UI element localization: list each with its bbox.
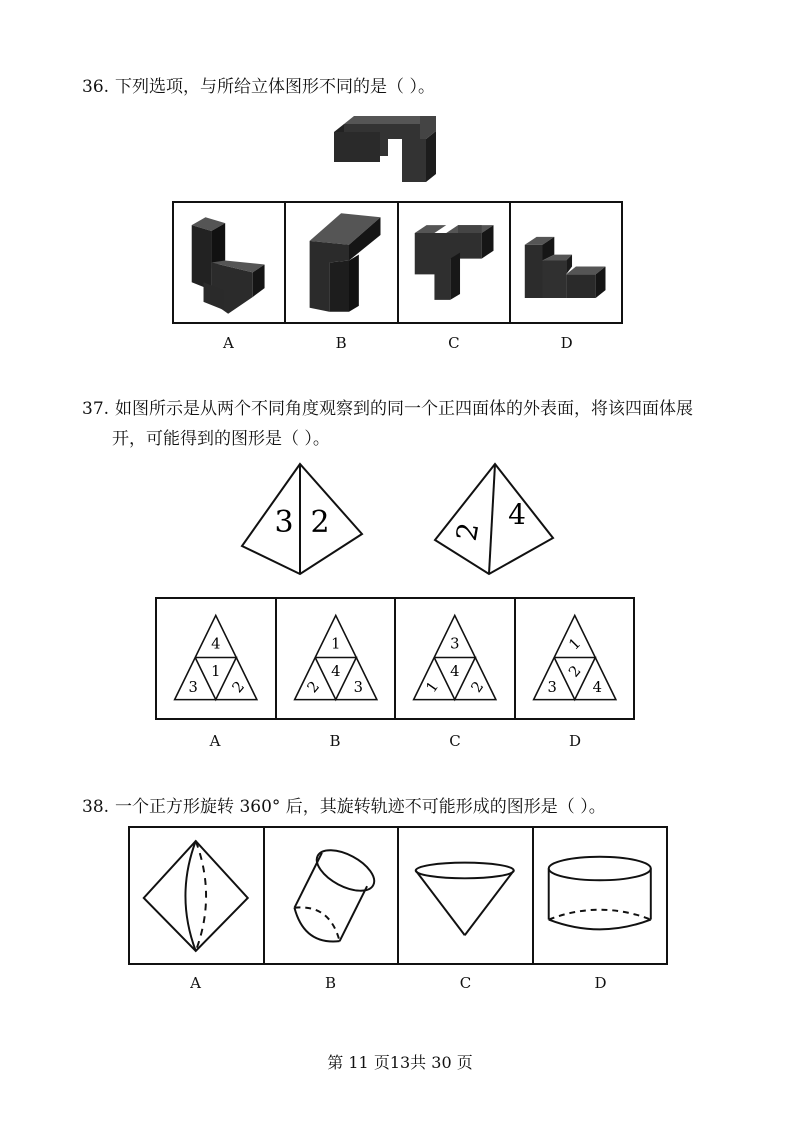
question-36 xyxy=(82,74,435,100)
q37-option-labels xyxy=(155,732,635,750)
option-label-a[interactable]: A xyxy=(190,974,201,992)
net-face-center: 1 xyxy=(211,663,221,681)
solid-figure-d xyxy=(511,203,621,322)
solid-figure-a xyxy=(174,203,284,322)
q38-option-c[interactable] xyxy=(399,828,534,963)
net-face-center: 4 xyxy=(330,663,340,681)
net-face-right: 3 xyxy=(353,678,363,696)
question-38 xyxy=(82,794,606,820)
q37-option-c[interactable] xyxy=(396,599,516,718)
net-face-top: 1 xyxy=(565,634,584,654)
solid-figure-c xyxy=(399,203,509,322)
q38-option-labels xyxy=(128,974,668,992)
q37-option-b[interactable] xyxy=(277,599,397,718)
tetrahedron-view-2 xyxy=(433,462,558,578)
option-label-b[interactable]: B xyxy=(324,974,337,992)
question-number: 36. xyxy=(82,77,110,97)
question-37-line2 xyxy=(112,426,330,452)
q38-option-d[interactable] xyxy=(534,828,667,963)
q37-option-d[interactable] xyxy=(516,599,634,718)
tetrahedron-net-d xyxy=(516,599,634,718)
option-label-a[interactable]: A xyxy=(222,334,234,352)
net-face-center: 4 xyxy=(450,663,460,681)
net-face-left: 1 xyxy=(422,678,443,696)
q37-options-grid xyxy=(155,597,635,720)
question-number: 37. xyxy=(82,399,110,419)
question-number: 38. xyxy=(82,797,110,817)
net-face-top: 1 xyxy=(330,635,340,653)
face-label: 3 xyxy=(274,505,294,540)
net-face-center: 2 xyxy=(565,662,585,681)
question-text: 一个正方形旋转 360° 后，其旋转轨迹不可能形成的图形是（ ）。 xyxy=(115,797,606,817)
option-label-c[interactable]: C xyxy=(449,732,461,750)
tetrahedron-net-b xyxy=(277,599,395,718)
option-label-d[interactable]: D xyxy=(568,732,582,750)
cone-figure xyxy=(399,828,532,963)
q38-options-grid xyxy=(128,826,668,965)
given-solid-figure xyxy=(330,104,450,186)
net-face-top: 3 xyxy=(450,635,460,653)
tilted-cylinder-figure xyxy=(265,828,398,963)
net-face-left: 3 xyxy=(188,678,198,696)
net-face-right: 4 xyxy=(592,678,602,696)
option-label-d[interactable]: D xyxy=(594,974,607,992)
tetrahedron-view-1 xyxy=(240,462,365,578)
net-face-left: 3 xyxy=(547,678,557,696)
q36-option-a[interactable] xyxy=(174,203,286,322)
option-label-c[interactable]: C xyxy=(459,974,472,992)
option-label-b[interactable]: B xyxy=(329,732,341,750)
solid-figure-b xyxy=(286,203,396,322)
option-label-a[interactable]: A xyxy=(209,732,221,750)
q36-option-labels xyxy=(172,334,623,352)
q38-option-b[interactable] xyxy=(265,828,400,963)
q36-option-d[interactable] xyxy=(511,203,621,322)
net-face-top: 4 xyxy=(211,635,221,653)
question-text: 下列选项，与所给立体图形不同的是（ ）。 xyxy=(115,77,435,97)
double-cone-figure xyxy=(130,828,263,963)
tetrahedron-net-a xyxy=(157,599,275,718)
question-text-line1: 如图所示是从两个不同角度观察到的同一个正四面体的外表面，将该四面体展 xyxy=(115,399,694,419)
page-footer: 第 11 页13共 30 页 xyxy=(327,1053,473,1072)
face-label: 4 xyxy=(508,498,526,531)
cylinder-figure xyxy=(534,828,667,963)
net-face-right: 2 xyxy=(229,678,249,697)
net-face-right: 2 xyxy=(467,678,488,696)
face-label: 2 xyxy=(310,505,330,540)
face-label: 2 xyxy=(449,520,486,544)
question-text-line2: 开，可能得到的图形是（ ）。 xyxy=(112,429,330,449)
net-face-left: 2 xyxy=(303,678,323,697)
q36-option-c[interactable] xyxy=(399,203,511,322)
q38-option-a[interactable] xyxy=(130,828,265,963)
q36-options-grid xyxy=(172,201,623,324)
q36-option-b[interactable] xyxy=(286,203,398,322)
option-label-b[interactable]: B xyxy=(335,334,347,352)
question-37 xyxy=(82,396,693,422)
option-label-d[interactable]: D xyxy=(560,334,573,352)
q37-option-a[interactable] xyxy=(157,599,277,718)
option-label-c[interactable]: C xyxy=(448,334,460,352)
tetrahedron-net-c xyxy=(396,599,514,718)
